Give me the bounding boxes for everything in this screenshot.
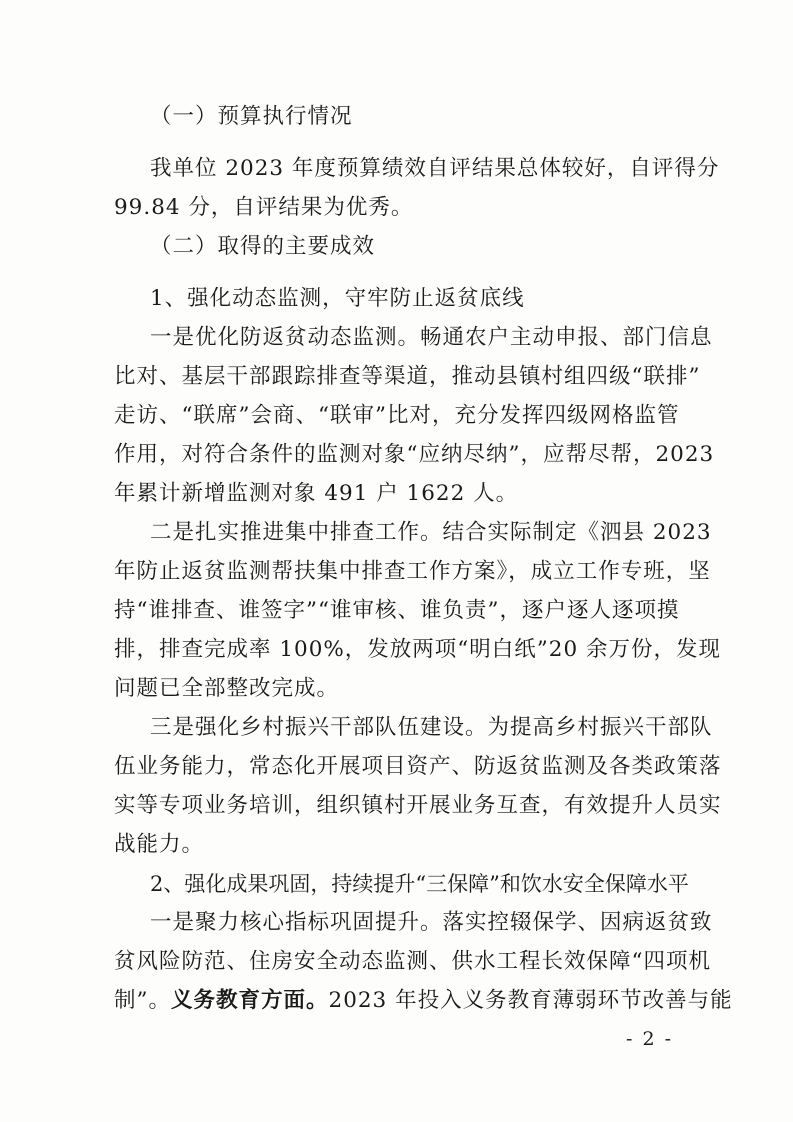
- paragraph-line: 一是优化防返贫动态监测。畅通农户主动申报、部门信息: [150, 325, 713, 350]
- subheading-2: 2、强化成果巩固，持续提升“三保障”和饮水安全保障水平: [150, 872, 689, 896]
- paragraph-line: [114, 986, 733, 1016]
- section-heading-results: （二）取得的主要成效: [150, 234, 376, 259]
- paragraph-line: 三是强化乡村振兴干部队伍建设。为提高乡村振兴干部队: [150, 715, 713, 740]
- paragraph-line: 年防止返贫监测帮扶集中排查工作方案》，成立工作专班，坚: [114, 559, 711, 584]
- paragraph-line: 一是聚力核心指标巩固提升。落实控辍保学、因病返贫致: [150, 910, 713, 935]
- text-run: 制”。: [114, 988, 171, 1013]
- paragraph-line: 99.84 分，自评结果为优秀。: [114, 195, 414, 220]
- paragraph-line: 伍业务能力，常态化开展项目资产、防返贫监测及各类政策落: [114, 754, 722, 779]
- paragraph-line: 年累计新增监测对象 491 户 1622 人。: [114, 481, 519, 506]
- paragraph-line: 作用，对符合条件的监测对象“应纳尽纳”，应帮尽帮，2023: [114, 442, 715, 467]
- page-number: - 2 -: [626, 1028, 674, 1050]
- paragraph-line: 持“谁排查、谁签字”“谁审核、谁负责”，逐户逐人逐项摸: [114, 598, 680, 623]
- paragraph-line: 贫风险防范、住房安全动态监测、供水工程长效保障“四项机: [114, 949, 711, 974]
- paragraph-line: 二是扎实推进集中排查工作。结合实际制定《泗县 2023: [150, 520, 712, 545]
- paragraph-line: 实等专项业务培训，组织镇村开展业务互查，有效提升人员实: [114, 793, 722, 818]
- text-run: 2023 年投入义务教育薄弱环节改善与能: [328, 988, 733, 1013]
- paragraph-line: 战能力。: [114, 832, 205, 857]
- section-heading-budget: （一）预算执行情况: [150, 104, 353, 129]
- paragraph-line: 排，排查完成率 100%，发放两项“明白纸”20 余万份，发现: [114, 637, 721, 662]
- subheading-1: 1、强化动态监测，守牢防止返贫底线: [150, 286, 525, 311]
- paragraph-line: 我单位 2023 年度预算绩效自评结果总体较好，自评得分: [150, 156, 720, 181]
- paragraph-line: 比对、基层干部跟踪排查等渠道，推动县镇村组四级“联排”: [114, 364, 701, 389]
- bold-run-compulsory-education: 义务教育方面。: [171, 988, 329, 1013]
- paragraph-line: 走访、“联席”会商、“联审”比对，充分发挥四级网格监管: [114, 403, 680, 428]
- paragraph-line: 问题已全部整改完成。: [114, 676, 340, 701]
